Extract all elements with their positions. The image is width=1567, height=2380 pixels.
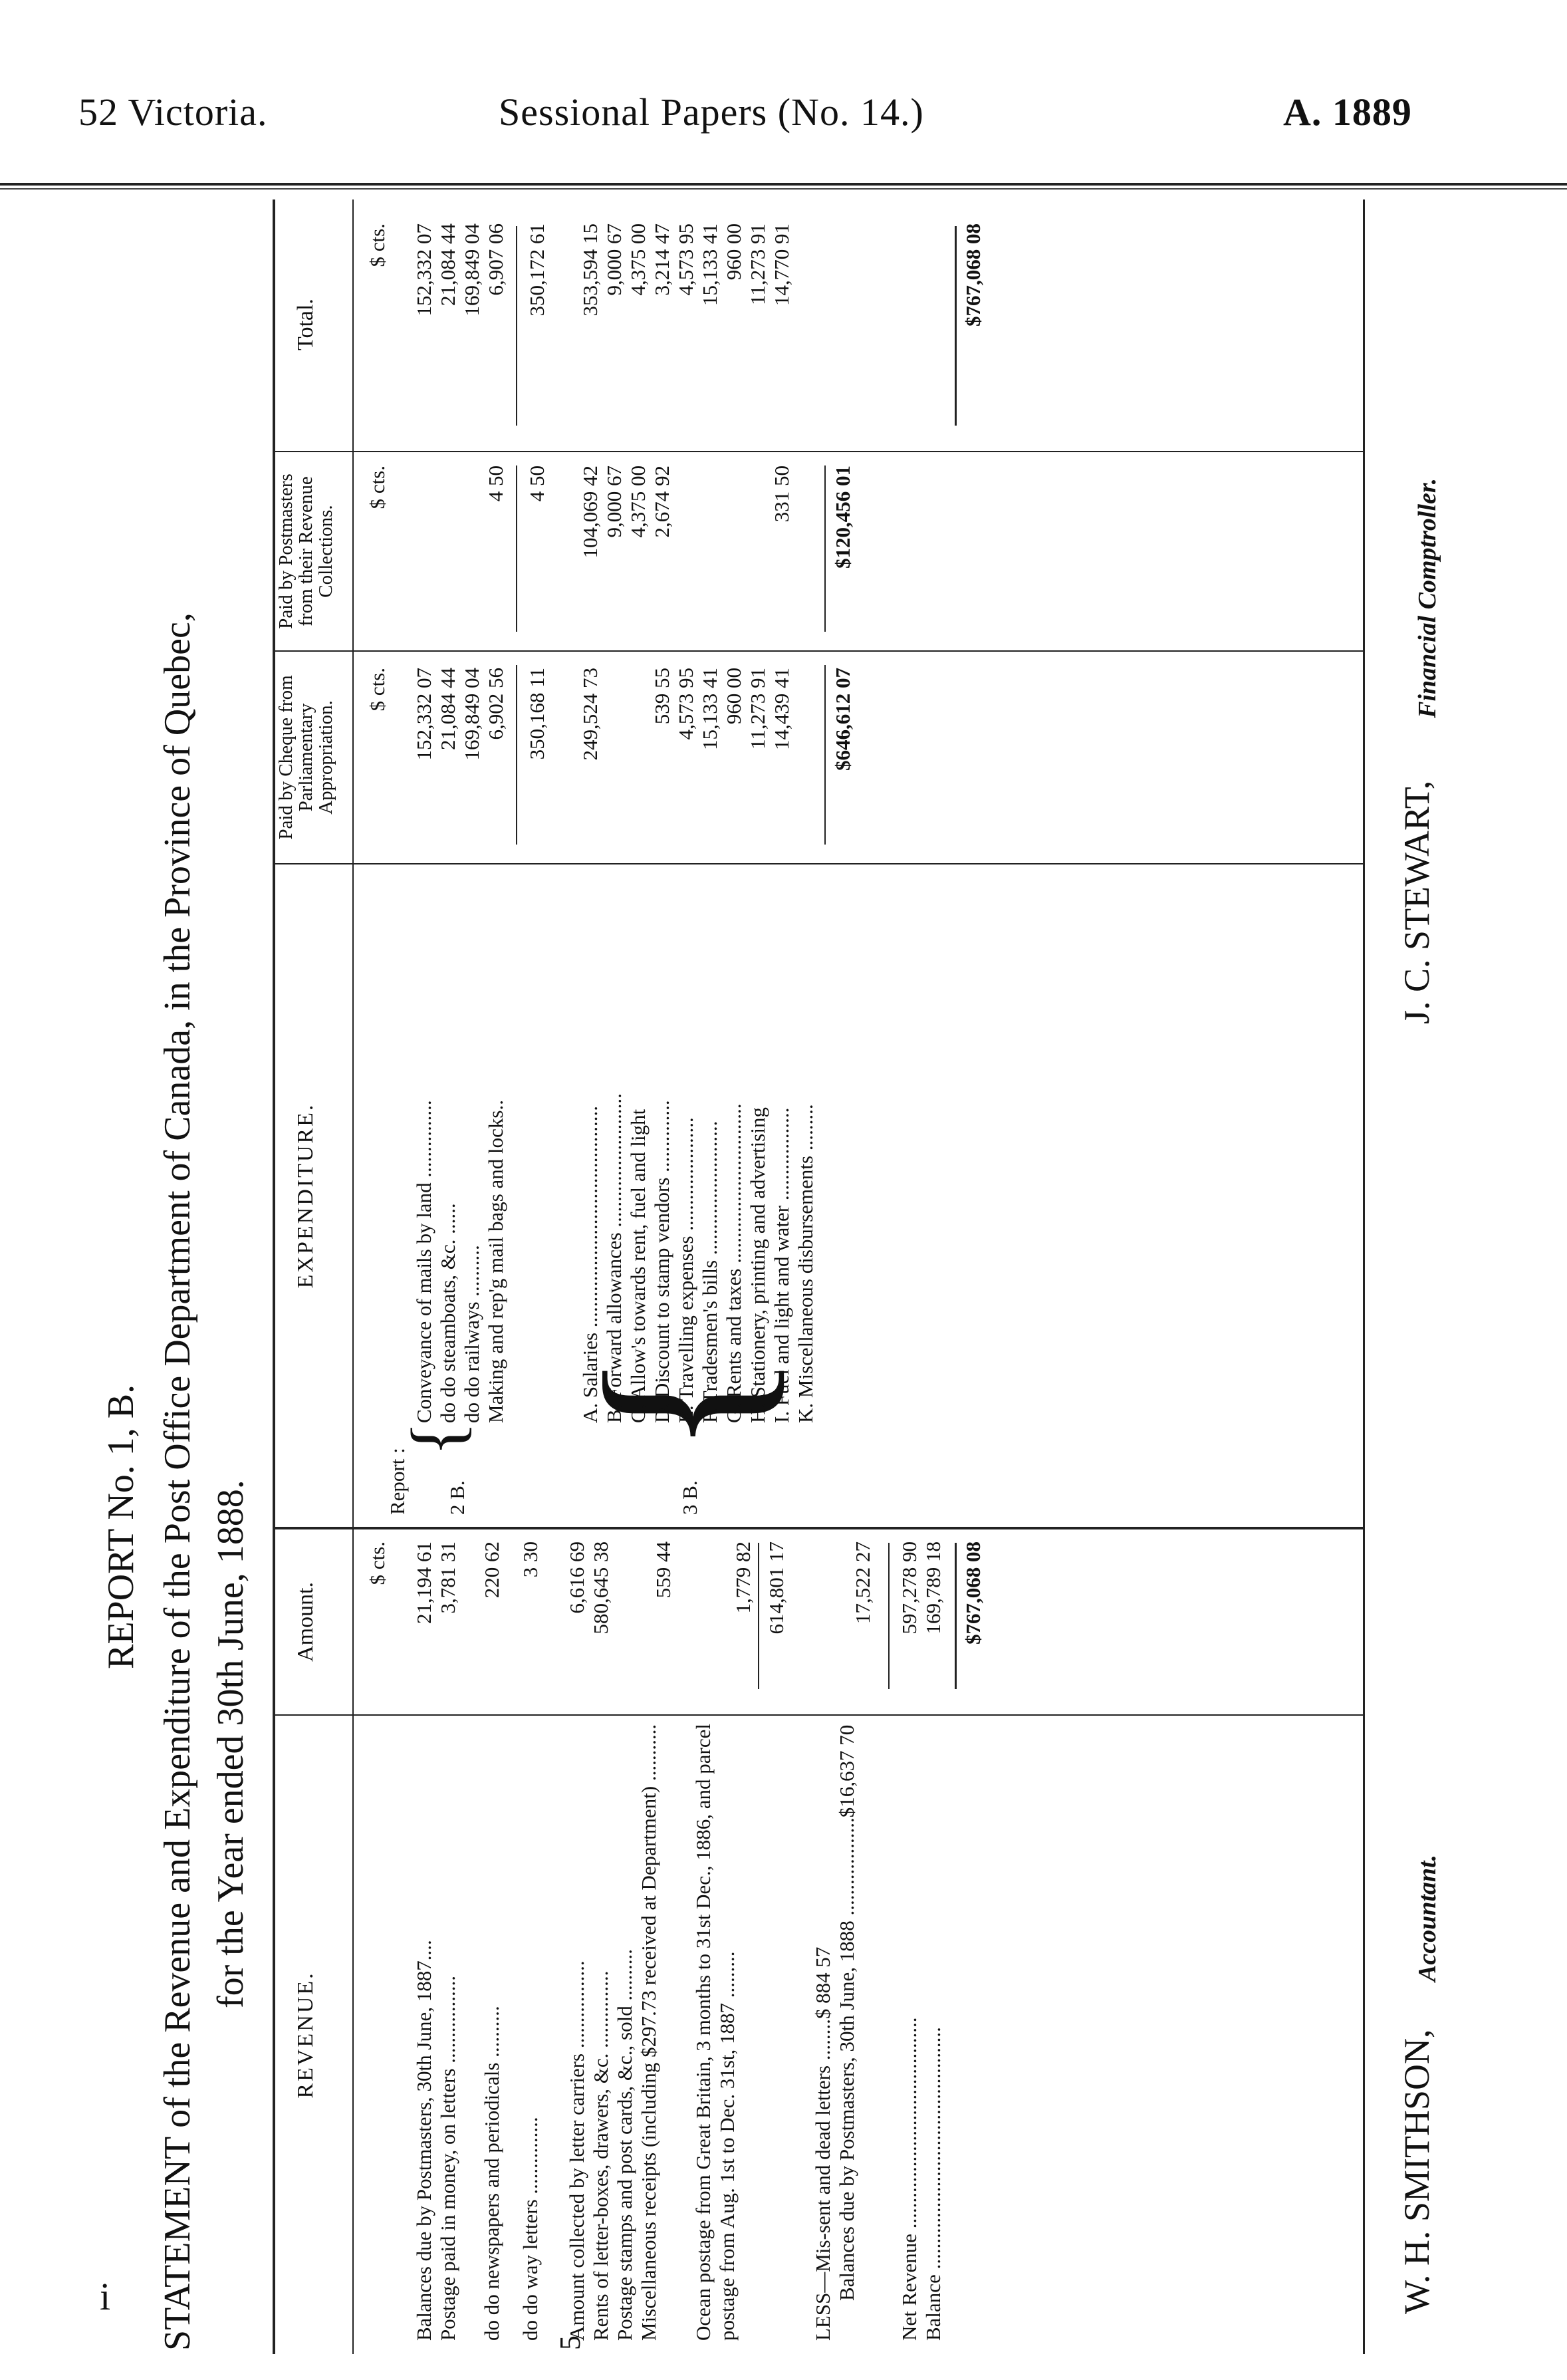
net-revenue-label: Net Revenue ......................................... [898,2017,921,2341]
less-amount: 17,522 27 [851,1541,874,1624]
rotated-report-body [93,199,1456,2354]
group1-rule-postmasters [516,465,517,632]
expenditure-row-label: Conveyance of mails by land ............... [412,1100,435,1423]
revenue-row-label: Amount collected by letter carriers ................. [565,1960,588,2341]
col-divider-expenditure [273,863,1363,864]
cheque-amount: 4,573 95 [674,668,697,740]
col-divider-revenue [273,1714,1363,1716]
table-header-rule [352,199,354,2354]
grand-total-expenditure: $767,068 08 [961,223,985,327]
expenditure-row-label: A. Salaries ........................................... [578,1105,602,1423]
totals-rule-cheque [824,665,826,845]
postmasters-amount: 4,375 00 [626,465,650,538]
postmasters-amount: 331 50 [770,465,793,523]
cheque-amount: 249,524 73 [578,668,602,761]
accountant-role: Accountant. [1413,1854,1441,1982]
cheque-total: $646,612 07 [831,668,854,771]
postmasters-heading: Paid by Postmasters from their Revenue Collections. [275,473,336,629]
expenditure-row-label: Making and rep'g mail bags and locks.. [484,1100,507,1423]
group1-label: 2 B. [445,1480,469,1515]
total-amount: 3,214 47 [650,223,673,296]
comptroller-name: J. C. STEWART, [1397,780,1437,1024]
total-currency: $ cts. [366,223,389,267]
revenue-row-label: Rents of letter-boxes, drawers, &c. ............... [589,1970,612,2341]
expenditure-row-label: C. Allow's towards rent, fuel and light [626,1109,650,1423]
balance-amount: 169,789 18 [921,1541,945,1635]
postmasters-amount: 9,000 67 [602,465,626,538]
group1-rule-cheque [516,665,517,845]
revenue-row-amount: 559 44 [652,1541,675,1599]
expenditure-row-label: F. Tradesmen's bills .......................... [698,1121,721,1423]
total-amount: 353,594 15 [578,223,602,317]
less-label-balances: Balances due by Postmasters, 30th June, 1888 ...................$16,637 70 [835,1724,858,2301]
grand-total-rule [955,1543,957,1689]
revenue-row-label: Miscellaneous receipts (including $297.73 received at Department) ........... [637,1724,660,2341]
revenue-row-label: Postage stamps and post cards, &c., sold .......... [613,1949,636,2341]
total-amount: 152,332 07 [412,223,435,317]
comptroller-role: Financial Comptroller. [1413,477,1441,718]
postmasters-amount: 2,674 92 [650,465,673,538]
group2-label: 3 B. [678,1480,701,1515]
cheque-amount: 11,273 91 [746,668,769,749]
group1-brace: { [396,1421,477,1456]
expenditure-row-label: K. Miscellaneous disbursements ......... [794,1104,817,1423]
expenditure-heading: EXPENDITURE. [293,1103,318,1289]
totals-rule-postmasters [824,465,826,632]
expenditure-row-label: do do steamboats, &c. ...... [436,1203,459,1423]
accountant-name: W. H. SMITHSON, [1397,2029,1437,2314]
revenue-row-label: Ocean postage from Great Britain, 3 months to 31st Dec., 1886, and parcel postage from Aug. 1st to Dec. 31st, 1887 ......... [691,1723,739,2341]
revenue-row-label: Balances due by Postmasters, 30th June, 1887.... [412,1940,435,2341]
revenue-row-label: Postage paid in money, on letters ................. [436,1975,459,2341]
total-amount: 6,907 06 [484,223,507,296]
cheque-amount: 21,084 44 [436,668,459,750]
revenue-row-amount: 3,781 31 [436,1541,459,1614]
revenue-row-amount: 580,645 38 [589,1541,612,1635]
postmasters-total: $120,456 01 [831,465,854,569]
revenue-row-label: do do way letters ............... [519,2117,542,2341]
report-label: Report : [386,1448,409,1515]
total-amount: 4,573 95 [674,223,697,296]
expenditure-row-label: B. Forward allowances .......................... [602,1093,626,1423]
revenue-row-amount: 1,779 82 [731,1541,755,1614]
group1-subtotal-total: 350,172 61 [525,223,548,317]
cheque-amount: 15,133 41 [698,668,721,750]
revenue-subtotal: 614,801 17 [765,1541,788,1635]
header-sessional-papers: Sessional Papers (No. 14.) [499,90,924,134]
revenue-row-amount: 21,194 61 [412,1541,435,1624]
less-label: LESS—Mis-sent and dead letters ........$ 884 57 [811,1946,834,2341]
amount-currency: $ cts. [366,1541,389,1585]
total-amount: 21,084 44 [436,223,459,306]
cheque-amount: 169,849 04 [460,668,483,761]
col-divider-postmasters [273,451,1363,452]
cheque-amount: 6,902 56 [484,668,507,740]
amount-heading: Amount. [293,1582,318,1662]
revenue-row-label: do do newspapers and periodicals .......... [480,2006,503,2341]
cheque-amount: 960 00 [722,668,745,725]
total-amount: 14,770 91 [770,223,793,306]
expenditure-row-label: G. Rents and taxes ............................... [722,1103,745,1423]
revenue-row-amount: 3 30 [519,1541,542,1578]
net-rule [888,1543,890,1689]
cheque-heading: Paid by Cheque from Parliamentary Appropriation. [275,675,336,840]
total-heading: Total. [293,299,318,350]
header-volume: 52 Victoria. [78,90,268,134]
header-rule-thin [0,188,1567,190]
group2-brace: { [560,1351,802,1456]
totals-rule-total [955,226,957,426]
grand-total-amount: $767,068 08 [961,1541,985,1645]
postmasters-amount: 104,069 42 [578,465,602,559]
revenue-heading: REVENUE. [293,1971,318,2099]
total-amount: 9,000 67 [602,223,626,296]
revenue-row-amount: 6,616 69 [565,1541,588,1614]
cheque-amount: 539 55 [650,668,673,725]
group1-rule-total [516,226,517,426]
statement-subtitle: for the Year ended 30th June, 1888. [210,1480,251,2008]
group1-subtotal-cheque: 350,168 11 [525,668,548,760]
col-divider-cheque [273,650,1363,652]
balance-label: Balance ............................................... [921,2027,945,2341]
postmasters-amount: 4 50 [484,465,507,502]
expenditure-row-label: do do railways .......... [460,1245,483,1423]
subtotal-rule [758,1543,759,1689]
total-amount: 4,375 00 [626,223,650,296]
total-amount: 15,133 41 [698,223,721,306]
cheque-amount: 14,439 41 [770,668,793,750]
page-marker: 5 [554,2335,586,2350]
header-year: A. 1889 [1283,90,1412,134]
revenue-row-amount: 220 62 [480,1541,503,1599]
cheque-currency: $ cts. [366,668,389,712]
report-title: REPORT No. 1, B. [100,1384,142,1669]
total-amount: 960 00 [722,223,745,281]
net-revenue-amount: 597,278 90 [898,1541,921,1635]
expenditure-row-label: E. Travelling expenses ...................... [674,1117,697,1423]
cheque-amount: 152,332 07 [412,668,435,761]
total-amount: 169,849 04 [460,223,483,317]
expenditure-row-label: H. Stationery, printing and advertising [746,1107,769,1423]
group1-subtotal-postmasters: 4 50 [525,465,548,502]
postmasters-currency: $ cts. [366,465,389,509]
statement-title: STATEMENT of the Revenue and Expenditure of the Post Office Department of Canada, in the Province of Quebec, [157,612,198,2351]
col-divider-amount [273,1527,1363,1529]
expenditure-row-label: D. Discount to stamp vendors .............. [650,1100,673,1423]
header-rule [0,183,1567,186]
table-bottom-rule [1363,199,1365,2354]
expenditure-row-label: I. Fuel and light and water .................. [770,1107,793,1423]
total-amount: 11,273 91 [746,223,769,305]
footer-mark: i [100,2275,111,2318]
